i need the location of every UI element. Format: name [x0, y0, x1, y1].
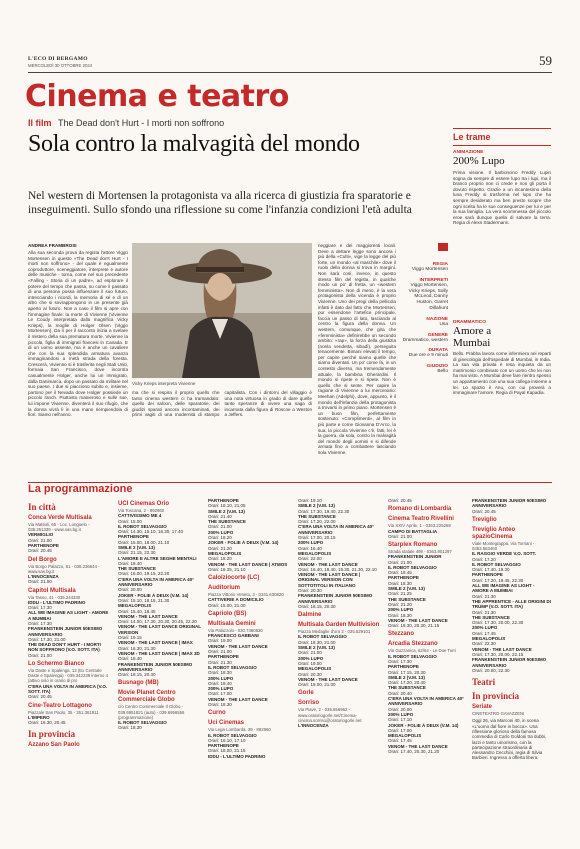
cinema-info: Via Tasso, 41 - 035.244330: [28, 594, 81, 600]
showtimes: Orari: 18.40: [208, 680, 232, 686]
showtimes: Orari: 18.20: [208, 556, 232, 562]
showtimes: Orari: 17.15, 20.30: [388, 669, 426, 675]
showtimes: Orari: 19.00: [298, 660, 322, 666]
film-title: FRANKENSTEIN JUNIOR 50ESIMO ANNIVERSARIO: [298, 593, 373, 604]
showtimes: Orari: 18.45: [388, 570, 412, 576]
cinema-name: Multisala Gemini: [208, 620, 256, 627]
showtimes: Orari: 21.00: [388, 559, 412, 565]
film-title: MEGALOPOLIS: [298, 550, 332, 556]
showtimes: Orari: 17.30, 20.00, 22.30: [472, 620, 524, 626]
kicker-tag: Il film: [28, 118, 52, 128]
film-title: THE SUBSTANCE: [388, 596, 426, 602]
film-title: THE SUBSTANCE: [388, 685, 426, 691]
subhead: Nel western di Mortensen la protagonista va alla ricerca di giustizia fra sparatorie e inseguimenti. Sullo sfondo una riflessione su come l'infanzia condizioni l'età adulta: [28, 190, 412, 216]
showtimes: Orari: 18.00, 21.15: [208, 748, 246, 754]
listing-section-heading: In provincia: [28, 729, 76, 740]
film-title: SMILE 2 (V.M. 13): [388, 586, 425, 592]
cinema-info: Via Guzzanica, 62/64 - Le Due Torri: [388, 648, 456, 654]
showtimes: Orari: 15.00, 21.00: [208, 602, 246, 608]
showtimes: Orari: 17.30: [388, 658, 412, 664]
film-title: 200% LUPO: [298, 540, 324, 546]
film-title: JOKER - FOLIE À DEUX (V.M. 14): [388, 722, 459, 728]
cinema-name: Capitol Multisala: [28, 587, 76, 594]
fact-value: Bello: [437, 369, 448, 375]
cinema-name: Calolziocorte (LC): [208, 575, 260, 582]
trame-item-1: [453, 150, 551, 298]
issue-date: MERCOLEDÌ 30 OTTOBRE 2024: [28, 63, 93, 68]
headline: Sola contro la malvagità del mondo: [28, 131, 360, 157]
showtimes: Orari: 16.30, 21.30: [118, 645, 156, 651]
film-title: THE APPRENTICE - ALLE ORIGINI DI TRUMP (V.O. SOTT. ITA): [472, 598, 551, 610]
cinema-name: Treviglio Anteo spazioCinema: [472, 526, 516, 540]
film-title: CAMPO DI BATTAGLIA: [388, 528, 438, 534]
showtimes: Orari: 17.00: [208, 691, 232, 697]
kicker-text: The Dead don't Hurt - I morti non soffrono: [58, 118, 225, 128]
film-title: VENOM - THE LAST DANCE: [208, 643, 268, 649]
masthead: L'ECO DI BERGAMO: [28, 56, 88, 62]
film-title: FRANKENSTEIN JUNIOR 50ESIMO ANNIVERSARIO: [28, 626, 103, 637]
cinema-name: Capriolo (BS): [208, 610, 247, 617]
film-title: ALL WE IMAGINE AS LIGHT - AMORE A MUMBAI: [472, 583, 535, 594]
cinema-name: Cinema Teatro Rivellini: [388, 516, 454, 523]
fact-box: [402, 243, 448, 476]
photo-caption: Vicky Krieps interpreta Vivienne: [132, 381, 196, 386]
showtimes: Orari: 17.00, 20.15: [298, 535, 336, 541]
film-title: VENOM - THE LAST DANCE: [118, 613, 178, 619]
film-title: PARTHENOPE: [118, 534, 149, 540]
film-title: FRANKENSTEIN JUNIOR 50ESIMO ANNIVERSARIO: [472, 657, 547, 668]
fact-label: INTERPRETI: [419, 277, 448, 283]
cinema-info: Via Lega Lombarda, 39 - 892960: [208, 727, 271, 733]
showtimes: Orari: 17.20: [472, 556, 496, 562]
film-title: L'IMPERO: [28, 714, 50, 720]
showtimes: Orari: 17.10: [388, 717, 412, 723]
cinema-info: Via Palazzolo - 030.7460530: [208, 627, 263, 633]
trame-item-2: [453, 320, 551, 469]
listing-column-1: [28, 498, 112, 846]
film-title: MEGALOPOLIS: [472, 636, 506, 642]
cinema-info: Via Daste e Spalenga, 13 (Ex Centrale Daste e Spalenga) - 035.342239 interno 4 (attivo solo in orario di pro: [28, 668, 109, 684]
listing-column-4: [298, 498, 382, 846]
showtimes: Orari: 17.30, 19.40, 22.30: [298, 508, 350, 514]
film-title: 200% LUPO: [298, 655, 324, 661]
showtimes: Orari: 21.25: [388, 591, 412, 597]
showtimes: Orari: 17.30, 21.00: [28, 636, 66, 642]
cinema-info: Via XXIV Aprile, 1 - 0363.225269: [388, 523, 451, 529]
showtimes: Orari: 20.00, 22.30: [472, 667, 510, 673]
cinema-info: Via Toscana, 2 - 892960: [118, 508, 165, 513]
showtimes: Orari: 17.45: [472, 630, 496, 636]
film-title: FRANCESCO GABBANI: [208, 633, 259, 639]
showtimes: Orari: 21.00: [28, 579, 52, 585]
cinema-name: Treviglio: [472, 516, 497, 523]
page-number: 59: [539, 53, 552, 68]
article-photo: [132, 243, 312, 378]
fact-label: REGIA: [432, 262, 448, 267]
showtimes: Orari: 16.30, 20.45: [28, 720, 66, 726]
listing-column-6: [472, 498, 552, 846]
showtimes: Orari: 20.45: [28, 694, 52, 700]
article-column-2: ma che si respira il proprio quello che tanto cinema western ci ha tramandato: quello dei saloon, delle sparatorie, dei giudizi sparati ancora incontaminati, dei primi vagiti di una modernità di stampo capitalista. Con i dintorni del villaggio è una nota virtuosa in grado di dare quelle tante speranze di vivere una saga di incarnata dalla figura di Roscoe a Weston a Jeffers.: [132, 390, 312, 418]
film-title: THE DEAD DON'T HURT - I MORTI NON SOFFRONO (V.O. SOTT. ITA): [28, 642, 101, 653]
film-title: PARTHENOPE: [28, 543, 59, 548]
showtimes: Orari: 20.30: [298, 588, 322, 594]
showtimes: Orari: 21.00: [28, 537, 52, 543]
cinema-info: Via Borgo Palazzo, 51 - 035.236644 - www.sas.bg.it: [28, 563, 100, 574]
film-title: THE SUBSTANCE: [298, 513, 336, 519]
trame-genre: ANIMAZIONE: [453, 150, 484, 155]
showtimes: Orari: 15.10, 18.15, 21.30: [118, 597, 170, 603]
showtimes: Orari: 21.20: [208, 545, 232, 551]
film-title: IL RAGGIO VERDE V.O. SOTT.: [472, 551, 537, 557]
showtimes: Orari: 21.20: [388, 601, 412, 607]
film-title: 200% LUPO: [388, 711, 414, 717]
showtimes: Orari: 19.00, 21.00: [298, 682, 336, 688]
trame-title: Le trame: [453, 132, 491, 142]
cinema-name: Multisala Garden Multivision: [298, 622, 380, 629]
showtimes: Orari: 17.30, 20.00, 22.15: [472, 651, 524, 657]
film-title: SMILE 2 (V.M. 13): [298, 503, 335, 509]
cinema-info: Viale Montegrappa, Via Torriani - 0363.563460: [472, 540, 535, 552]
trame-sidebar: [453, 128, 551, 476]
showtimes: Orari: 18.15, 20.30: [118, 672, 156, 678]
showtimes: Orari: 20.30: [298, 671, 322, 677]
fact-value: Viggo Mortensen, Vicky Krieps, Solly McLeod, Danny Huston, Garret Dillahunt: [408, 282, 448, 311]
section-title: Cinema e teatro: [25, 79, 289, 114]
listing-section-heading: Teatri: [472, 677, 496, 688]
cinema-info: Piazza Vittorio Veneto, 3 - 0341.630820: [208, 592, 284, 598]
showtimes: Orari: 19.00: [208, 638, 232, 644]
film-title: CATTIVISSIMO ME 4: [118, 513, 162, 519]
listing-column-3: [208, 498, 292, 846]
cinema-info: Strada statale 498 - 0363.901297: [388, 549, 452, 555]
programmazione-title: La programmazione: [28, 483, 133, 495]
film-title: VENOM - THE LAST DANCE: [208, 696, 268, 702]
film-title: IL ROBOT SELVAGGIO: [388, 653, 437, 659]
fact-label: GIUDIZIO: [426, 364, 448, 370]
showtimes: Orari: 17.30: [28, 620, 52, 626]
showtimes: Orari: 18.30, 21.00: [298, 639, 336, 645]
programmazione-bar: [28, 482, 552, 496]
film-title: IDDU - L'ULTIMO PADRINO: [208, 753, 266, 759]
film-title: ALL WE IMAGINE AS LIGHT - AMORE A MUMBAI: [28, 610, 109, 621]
fact-value: Viggo Mortensen: [411, 267, 448, 272]
film-title: SMILE 2 (V.M. 13): [208, 508, 245, 514]
film-title: VENOM - THE LAST DANCE ORIGINAL VERSION: [118, 624, 201, 635]
film-title: VENOM - THE LAST DANCE | IMAX: [118, 640, 193, 646]
fact-box-marker: [438, 243, 448, 251]
cinema-name: Auditorium: [208, 585, 240, 592]
article-column-1: Alla sua seconda prova da regista l'attore Viggo Mortensen in questo «The Dead don't Hurt - I morti non soffrono» - del quale è egualmente coproduttore, sceneggiatore, interprete e autore delle musiche - torna, come nel suo precedente «Falling - Storia di un padre», ad esplorare il potere del tempo che passa, su come il passato di una persona possa influenzare il suo futuro, intrecciando i ricordi, la memoria di sé e di un altro che si sovrappongono in un presente già aperto al futuro. Non a caso il film si apre con l'immagine finale: la morte di Vivienne (Vivienne Le Coudy interpretata dalla magnifica Vicky Krieps), la moglie di Holger Olsen (Viggo Mortensen). Da lì per il racconto inizia a svelare il mistero della sua prematura morte. Vivienne la piccola, figlia di immigrati francesi in Canada. E di un uomo assente, ma è anche un cavaliere che con la sua splendida armatura avanza immaginandosi a metà strada della foresta. Crescerà, Vivienne si è trasferita negli Stati Uniti, formaia San Francisco, dove incontra casualmente Holger, anche lui un immigrato, dalla Danimarca, dopo un passato da militare nel suo paese. I due si piacciono subito e, insieme, partono per il Nevada dove Holger possiede un piccolo ranch. Piuttosto manieroso e sulle sue, lui impone Vivienne, diventerà il suo rifugio, che la donna vivrà lì in una mano riempiendola di fiori. Siamo nell'anno.: [28, 250, 128, 418]
showtimes: Orari: 18.15, 20.30: [298, 603, 336, 609]
showtimes: Orari: 22.00: [298, 556, 322, 562]
film-title: PARTHENOPE: [208, 498, 239, 503]
cinema-name: Gorle: [298, 690, 314, 697]
film-title: PARTHENOPE: [388, 575, 419, 581]
film-title: L'INNOCENZA: [298, 723, 329, 729]
showtimes: Orari: 17.40, 19.30: [472, 567, 510, 573]
film-title: FRANKENSTEIN JUNIOR: [388, 554, 442, 560]
film-title: IL ROBOT SELVAGGIO: [388, 564, 437, 570]
cinema-name: Lo Schermo Bianco: [28, 661, 85, 668]
cinema-name: UCI Cinemas Orio: [118, 501, 170, 507]
cinema-info: CINETEATRO GAVAZZENI: [472, 711, 525, 717]
film-title: PARTHENOPE: [472, 572, 503, 578]
film-title: PARTHENOPE: [208, 743, 239, 749]
kicker: [28, 118, 428, 129]
showtimes: Orari: 20.40: [388, 690, 412, 696]
showtimes: Orari: 20.45: [28, 548, 52, 554]
film-title: MEGALOPOLIS: [298, 666, 332, 672]
trame-genre: DRAMMATICO: [453, 320, 486, 325]
showtimes: Orari: 17.30: [28, 605, 52, 611]
showtimes: Orari: 17.20, 22.00: [298, 519, 336, 525]
fact-label: NAZIONE: [426, 316, 448, 322]
film-title: IL ROBOT SELVAGGIO: [118, 720, 167, 726]
film-title: C'ERA UNA VOLTA IN AMERICA 40° ANNIVERSARIO: [388, 696, 464, 707]
cinema-name: Azzano San Paolo: [28, 742, 80, 749]
film-title: MEGALOPOLIS: [208, 550, 242, 556]
showtimes: Orari: 21.30: [472, 593, 496, 599]
showtimes: Orari: 17.20, 19.45, 22.30: [472, 577, 524, 583]
film-title: IL ROBOT SELVAGGIO: [118, 523, 167, 529]
film-title: SMILE 2 (V.M. 13): [388, 674, 425, 680]
film-title: VENOM - THE LAST DANCE: [472, 646, 532, 652]
film-title: THE SUBSTANCE: [118, 566, 156, 572]
film-title: VERMIGLIO: [28, 532, 54, 538]
showtimes: Orari: 21.00: [208, 524, 232, 530]
showtimes: Orari: 18.40: [118, 656, 142, 662]
cinema-name: Starplex Romano: [388, 542, 438, 549]
showtimes: Orari: 21.00: [208, 649, 232, 655]
film-title: VENOM - THE LAST DANCE: [388, 743, 448, 749]
cinema-name: Curno: [208, 710, 226, 717]
film-title: 200% LUPO: [208, 675, 234, 681]
film-title: VENOM - THE LAST DANCE | ORIGINAL VERSION CON SOTTOTITOLI IN ITALIANO: [298, 572, 361, 588]
fact-label: DURATA: [428, 348, 448, 354]
showtimes: Orari: 15.40, 18.45: [118, 608, 156, 614]
page-header: [28, 53, 552, 76]
listing-column-2: [118, 498, 202, 846]
header-rule: [28, 72, 552, 73]
showtimes: Orari: 21.30: [472, 609, 496, 615]
film-title: FRANKENSTEIN JUNIOR 50ESIMO ANNIVERSARIO: [118, 661, 193, 672]
cinema-name: Arcadia Stezzano: [388, 641, 438, 648]
film-title: PARTHENOPE: [388, 664, 419, 670]
cinema-name: Del Borgo: [28, 556, 57, 563]
cinema-name: Dalmine: [298, 612, 322, 619]
showtimes: Orari: 15.00, 18.00, 21.10: [118, 539, 170, 545]
film-title: SMILE 2 (V.M. 13): [298, 645, 335, 651]
woman-with-hat-image: [132, 243, 312, 378]
cinema-name: Romano di Lombardia: [388, 506, 452, 513]
showtimes: Orari: 21.30: [208, 659, 232, 665]
film-title: VENOM - THE LAST DANCE: [298, 561, 358, 567]
showtimes: Orari: 17.20, 20.40: [388, 680, 426, 686]
showtimes: Orari: 22.30: [472, 641, 496, 647]
showtimes: Orari: 18.30: [388, 612, 412, 618]
film-title: THE SUBSTANCE: [208, 519, 246, 525]
showtimes: Orari: 18.10, 21.05: [208, 503, 246, 509]
cinema-name: Sorriso: [298, 700, 320, 707]
showtimes: Orari: 17.40, 20.30, 21.20: [388, 749, 440, 754]
showtimes: Orari: 16.40: [298, 545, 322, 551]
listing-column-5: [388, 498, 466, 846]
showtimes: Orari: 18.30: [208, 670, 232, 676]
film-title: 200% LUPO: [208, 686, 234, 692]
showtimes: Orari: 18.35, 21.10: [208, 566, 246, 572]
cinema-name: Cine-Teatro Lottagono: [28, 702, 92, 709]
fact-value: Usa: [439, 321, 448, 327]
film-title: 200% LUPO: [472, 625, 498, 631]
film-title: SMILE 2 (V.M. 13): [118, 544, 155, 550]
showtimes: Orari: 18.30, 20.30, 21.15: [388, 623, 440, 629]
film-title: THE SUBSTANCE: [472, 614, 510, 620]
cinema-info: Piazza Medaglie d'oro 2 - 035.529101: [298, 629, 371, 635]
fact-label: GENERE: [427, 332, 448, 338]
showtimes: Orari: 18.40: [118, 560, 142, 566]
showtimes: Orari: 18.30: [208, 702, 232, 708]
cinema-name: Uci Cinemas: [208, 720, 245, 727]
film-title: IL ROBOT SELVAGGIO: [298, 634, 347, 640]
listing-note: Oggi 26, via Marconi 40, in scena «L'uomo dal fiore in bocca». Una riflessione glorioso della famosa commedia di Carlo Goldoni tra dubbi, lazzi e tanto umorismo, con la partecipazione straordinaria di Alessandro Cecchini, regia di Silvia Barbieri. Ingresso a offerta libera.: [472, 718, 547, 761]
showtimes: Orari: 16.00, 19.15, 22.20: [118, 571, 170, 577]
showtimes: Orari: 16.40, 18.40, 19.30, 21.30, 22.10: [298, 566, 377, 572]
film-title: C'ERA UNA VOLTA IN AMERICA (V.O. SOTT. ITA): [28, 683, 108, 694]
cinema-name: Conca Verde Multisala: [28, 515, 92, 521]
showtimes: Orari: 17.00: [388, 727, 412, 733]
film-title: MEGALOPOLIS: [388, 733, 422, 739]
fact-value: Due ore e 9 minuti: [408, 353, 448, 359]
showtimes: Orari: 19.15: [118, 635, 142, 641]
showtimes: Orari: 20.00: [388, 706, 412, 712]
cinema-name: Seriate: [472, 704, 493, 711]
film-title: 200% LUPO: [208, 529, 234, 535]
film-title: VENOM - THE LAST DANCE: [388, 617, 448, 623]
cinema-name: Movie Planet Centro Commerciale Globo: [118, 690, 176, 704]
cinema-name: Stezzano: [388, 631, 415, 638]
film-title: IL ROBOT SELVAGGIO: [208, 732, 257, 738]
film-title: 200% LUPO: [388, 607, 414, 613]
fact-value: Drammatico, western: [402, 337, 448, 343]
cinema-name: Busnago (MB): [118, 680, 159, 687]
film-title: IL ROBOT SELVAGGIO: [208, 664, 257, 670]
showtimes: Orari: 21.00: [28, 652, 52, 658]
showtimes: Orari: 20.00: [118, 587, 142, 593]
listing-section-heading: In città: [28, 502, 56, 512]
film-title: PARTHENOPE: [208, 654, 239, 660]
showtimes: Orari: 21.40: [208, 513, 232, 519]
film-title: L'AMORE E ALTRE SEGHE MENTALI: [118, 555, 197, 561]
showtimes: Orari: 19.10: [298, 498, 322, 503]
cinema-info: Via Mattioli, 65 - Loc. Longuelo - 035.251339 - www.sas.bg.it: [28, 522, 90, 533]
film-title: C'ERA UNA VOLTA IN AMERICA 40° ANNIVERSARIO: [118, 576, 194, 588]
showtimes: Orari: 14.30, 15.10, 16.30, 17.40: [118, 529, 184, 535]
film-title: IDDU - L'ULTIMO PADRINO: [28, 599, 86, 605]
showtimes: Orari: 20.45: [472, 508, 496, 514]
film-title: CATTIVERIE A DOMICILIO: [208, 597, 264, 603]
showtimes: Orari: 20.45: [388, 498, 412, 503]
film-title: C'ERA UNA VOLTA IN AMERICA 40° ANNIVERSARIO: [298, 524, 374, 535]
trame-film-title: Amore a Mumbai: [453, 325, 492, 349]
showtimes: Orari: 21.00: [298, 650, 322, 656]
trame-synopsis: Prima visione. Il barboncino Freddy Lupin sogna da sempre di essere lupo tra i lupi, ma il branco proprio non ci crede e non gli porta il dovuto rispetto. Grazie a un incantesimo della luna Freddy si trasforma nel lupo che ha sempre desiderato ma ben presto scopre che ogni scelta ha le sue conseguenze per lui e per la sua famiglia. La vera scommessa del piccolo eroe sarà dunque quella di salvare la terra. Regia di Alexs Stadermann.: [453, 170, 551, 226]
showtimes: Orari: 21.15, 22.30: [118, 550, 156, 556]
film-title: MEGALOPOLIS: [118, 603, 152, 609]
film-title: L'INNOCENZA: [28, 574, 59, 579]
film-title: VENOM - THE LAST DANCE | ATMOS: [208, 561, 288, 567]
trame-film-title: 200% Lupo: [453, 155, 505, 167]
film-title: JOKER - FOLIE À DEUX (V.M. 14): [118, 592, 189, 598]
film-title: VENOM - THE LAST DANCE | IMAX 3D: [118, 650, 200, 656]
article-column-3: neggiare e dei maggiorenti locali. Deve a dettare legge sono ancora i più della «Culti», vige la legge del più forte, un mondo «al maschile» dove il ruolo della donna si trova in margini. Non sarà così, invece, in questo stesso film del regista, in qualche modo un po' di fretta, un «western femminista». Non di meno, è la vera protagonista della vicenda è proprio Vivienne. Uno dei pregi della pellicola infatti è dato dal fatto che Mortensen, pur essendone l'artefice principale, faccia un passo di lato, lasciando al centro la figura della donna. Un western, comunque, che gira che «femminista» definirebbe un secondo ambito: «rap», la forza della giustizia (nonla vendetta, sibadì), perseguita tenacemente. Bimani elevati il tempo, per capire perché siamo quelle che siamo diventati. Un po' come fa, in un contesto diverso, ma tremendamente attuale, la bambina Gherardini. Il mondo si ripete e si ripete. Non è quello che si sente. Per capire la ragione di Vivienne a lui mercenario: Meehan (Adelphi), dove, appunto, è il mondo dell'infanzia della protagonista a trovarsi in primo piano. Mortensen è un buon film, perfettamente sostenuto: «Complimenti», al film in più parte e come Giovanna D'Arco, la sua, la piccola Vivienne c'è, fatti, lei è la guerra, da sola, contro la malvagità del mondo degli uomini e si difende armata fino a combattere lasciando sola Vivienne.: [318, 243, 396, 455]
cinema-info: c/o Centro Commerciale Il Globo - 039.6951821 (auto) - 039.6956556 (programmazione): [118, 704, 185, 720]
showtimes: Orari: 17.45: [388, 738, 412, 744]
film-title: VENOM - THE LAST DANCE: [298, 676, 358, 682]
showtimes: Orari: 18.30: [388, 580, 412, 586]
showtimes: Orari: 21.00: [388, 533, 412, 539]
film-title: IL ROBOT SELVAGGIO: [472, 561, 521, 567]
byline: ANDREA FRAMBROSI: [28, 243, 77, 248]
trame-synopsis: Bello. Prabha lavora come infermiera nei reparti di ginecologia dell'ospedale di Mumbai, in India. La sua vita privata è resa inquieta da un matrimonio combinato con un uomo che lei non ha mai visto. A Mumbai deve fare rientro spesso un appartamento con una sua collega insieme a lei. Lo spazio è Anu, con cui proverà a immaginare l'amore. Regia di Payal Kapadia.: [453, 351, 551, 396]
showtimes: Orari: 18.20: [208, 535, 232, 541]
listing-section-heading: In provincia: [472, 691, 520, 702]
showtimes: Orari: 14.00, 17.30, 20.30, 20.45, 22.20: [118, 619, 197, 625]
showtimes: Orari: 16.10, 17.10: [208, 737, 246, 743]
film-title: FRANKENSTEIN JUNIOR 50ESIMO ANNIVERSARIO: [472, 498, 547, 509]
cinema-info: Piazzale San Paolo, 35 - 351.361911: [28, 709, 99, 715]
showtimes: Orari: 18.30: [118, 725, 142, 731]
showtimes: Orari: 15.00: [118, 518, 142, 524]
film-title: JOKER - FOLIE À DEUX (V.M. 14): [208, 540, 279, 546]
cinema-info: Via Piave, 2 - 035.656962 - www.oratoriogorle.net/Cinema-cinema.sorriso@oratoriogorle.net: [298, 707, 362, 723]
